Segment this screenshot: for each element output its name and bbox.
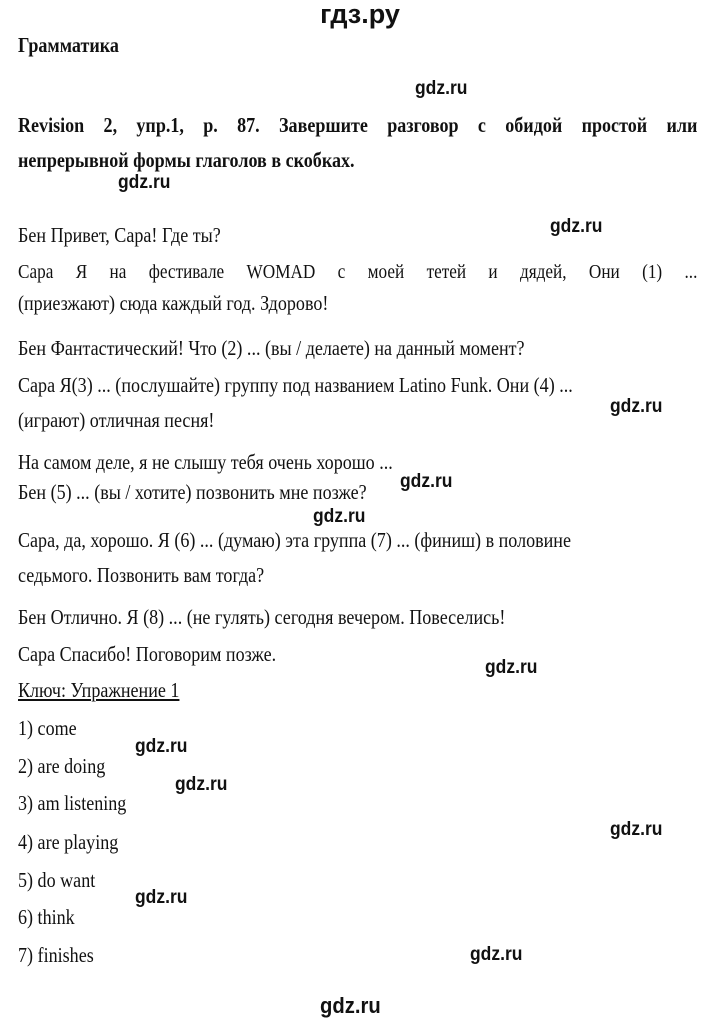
dialogue-line: Сара Я(3) ... (послушайте) группу под названием Latino Funk. Они (4) ... — [18, 373, 573, 397]
task-line-2: непрерывной формы глаголов в скобках. — [18, 148, 355, 172]
answer-item: 6) think — [18, 905, 75, 929]
dialogue-line: седьмого. Позвонить вам тогда? — [18, 563, 265, 587]
task-line-1: Revision 2, упр.1, р. 87. Завершите разговор с обидой простой или — [18, 113, 698, 137]
dialogue-line: Бен Фантастический! Что (2) ... (вы / делаете) на данный момент? — [18, 336, 525, 360]
site-title: гдз.ру — [320, 0, 400, 29]
watermark: gdz.ru — [400, 471, 453, 492]
dialogue-line: Сара Спасибо! Поговорим позже. — [18, 642, 277, 666]
section-heading: Грамматика — [18, 33, 119, 57]
dialogue-line: (играют) отличная песня! — [18, 408, 215, 432]
answer-key-title: Ключ: Упражнение 1 — [18, 678, 180, 702]
answer-item: 4) are playing — [18, 830, 119, 854]
dialogue-line: Бен (5) ... (вы / хотите) позвонить мне позже? — [18, 480, 367, 504]
answer-item: 1) come — [18, 716, 77, 740]
dialogue-line: На самом деле, я не слышу тебя очень хорошо ... — [18, 450, 393, 474]
dialogue-line: (приезжают) сюда каждый год. Здорово! — [18, 291, 329, 315]
dialogue-line: Сара, да, хорошо. Я (6) ... (думаю) эта группа (7) ... (финиш) в половине — [18, 528, 571, 552]
answer-item: 3) am listening — [18, 791, 127, 815]
watermark: gdz.ru — [135, 887, 188, 908]
dialogue-line: Сара Я на фестивале WOMAD с моей тетей и дядей, Они (1) ... — [18, 261, 698, 283]
watermark: gdz.ru — [485, 657, 538, 678]
footer-watermark: gdz.ru — [320, 993, 381, 1018]
watermark: gdz.ru — [175, 774, 228, 795]
watermark: gdz.ru — [610, 819, 663, 840]
watermark: gdz.ru — [415, 78, 468, 99]
watermark: gdz.ru — [470, 944, 523, 965]
watermark: gdz.ru — [610, 396, 663, 417]
watermark: gdz.ru — [550, 216, 603, 237]
dialogue-line: Бен Привет, Сара! Где ты? — [18, 223, 221, 247]
answer-item: 7) finishes — [18, 943, 94, 967]
watermark: gdz.ru — [135, 736, 188, 757]
answer-item: 5) do want — [18, 868, 96, 892]
dialogue-line: Бен Отлично. Я (8) ... (не гулять) сегодня вечером. Повеселись! — [18, 605, 506, 629]
watermark: gdz.ru — [118, 172, 171, 193]
answer-item: 2) are doing — [18, 754, 106, 778]
watermark: gdz.ru — [313, 506, 366, 527]
